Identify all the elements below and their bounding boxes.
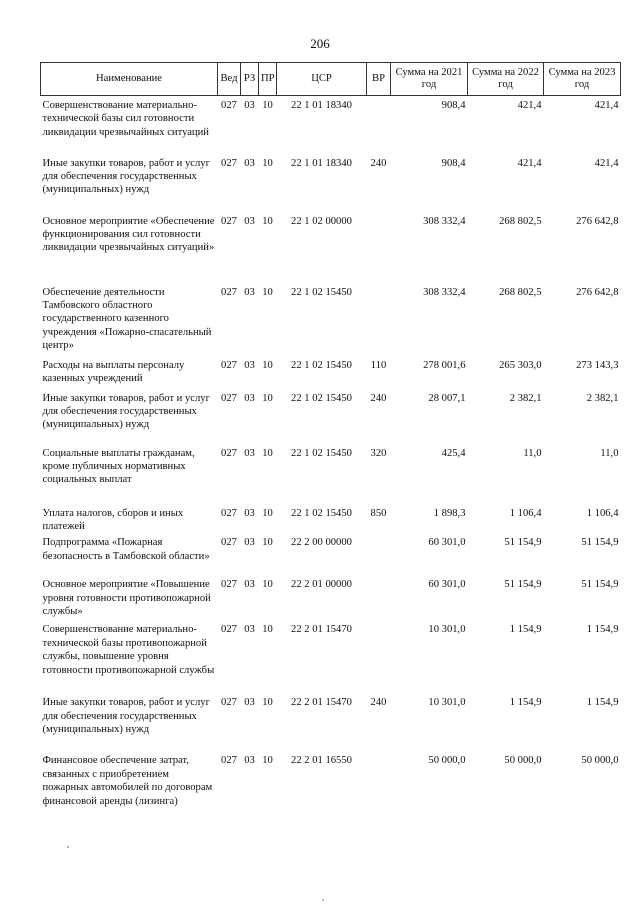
row-sum-2023: 51 154,9 bbox=[581, 537, 619, 549]
table-row bbox=[41, 504, 621, 534]
row-sum-2021: 425,4 bbox=[441, 447, 466, 459]
row-ved: 027 bbox=[221, 624, 237, 636]
row-name: Основное мероприятие «Обеспечение функционирования сил готовности ликвидации чрезвычайных ситуаций» bbox=[42, 215, 215, 254]
row-sum-2023: 2 382,1 bbox=[586, 392, 619, 404]
scan-dot bbox=[322, 899, 324, 901]
row-csr: 22 1 02 15450 bbox=[291, 392, 352, 404]
row-name: Расходы на выплаты персоналу казенных учреждений bbox=[42, 359, 185, 384]
row-vr bbox=[367, 751, 391, 827]
row-name: Совершенствование материально-технической базы сил готовности ликвидации чрезвычайных ситуаций bbox=[42, 100, 209, 138]
row-sum-2022: 1 154,9 bbox=[509, 624, 542, 636]
row-pr: 10 bbox=[262, 359, 273, 371]
row-rz: 03 bbox=[244, 537, 255, 549]
table-row bbox=[41, 751, 621, 827]
budget-table bbox=[40, 62, 621, 827]
row-sum-2023: 276 642,8 bbox=[576, 215, 619, 227]
row-vr: 850 bbox=[370, 507, 387, 519]
row-name: Основное мероприятие «Повышение уровня готовности противопожарной службы» bbox=[42, 579, 211, 618]
row-vr bbox=[367, 283, 391, 356]
row-pr: 10 bbox=[262, 157, 273, 169]
table-row bbox=[41, 154, 621, 212]
table-row bbox=[41, 212, 621, 283]
header-rz: РЗ bbox=[241, 63, 259, 96]
row-csr: 22 2 01 00000 bbox=[291, 579, 352, 591]
row-sum-2021: 10 301,0 bbox=[428, 624, 466, 636]
row-sum-2022: 51 154,9 bbox=[504, 537, 542, 549]
table-row bbox=[41, 283, 621, 356]
row-sum-2021: 278 001,6 bbox=[423, 359, 466, 371]
row-name: Финансовое обеспечение затрат, связанных с приобретением пожарных автомобилей по договорам финансовой аренды (лизинга) bbox=[42, 755, 213, 807]
row-vr: 110 bbox=[370, 359, 387, 371]
row-rz: 03 bbox=[244, 359, 255, 371]
row-vr bbox=[367, 212, 391, 283]
row-name: Уплата налогов, сборов и иных платежей bbox=[42, 507, 184, 532]
header-sum-2023: Сумма на 2023 год bbox=[544, 63, 621, 96]
row-name: Совершенствование материально-технической базы противопожарной службы, повышение уровня готовности противопожарной службы bbox=[42, 624, 215, 676]
row-pr: 10 bbox=[262, 579, 273, 591]
row-ved: 027 bbox=[221, 215, 237, 227]
table-row bbox=[41, 693, 621, 751]
row-csr: 22 2 01 15470 bbox=[291, 624, 352, 636]
row-csr: 22 1 01 18340 bbox=[291, 100, 352, 111]
row-sum-2021: 10 301,0 bbox=[428, 697, 466, 709]
row-name: Иные закупки товаров, работ и услуг для обеспечения государственных (муниципальных) нужд bbox=[42, 697, 210, 736]
row-sum-2021: 50 000,0 bbox=[428, 755, 466, 767]
table-row bbox=[41, 96, 621, 154]
row-vr bbox=[367, 96, 391, 154]
row-ved: 027 bbox=[221, 697, 237, 709]
row-rz: 03 bbox=[244, 392, 255, 404]
row-vr: 240 bbox=[370, 157, 387, 169]
row-sum-2023: 276 642,8 bbox=[576, 286, 619, 298]
row-name: Подпрограмма «Пожарная безопасность в Тамбовской области» bbox=[42, 537, 210, 562]
table-row bbox=[41, 533, 621, 575]
table-row bbox=[41, 444, 621, 504]
header-ved: Вед bbox=[218, 63, 241, 96]
row-vr bbox=[367, 575, 391, 620]
row-sum-2022: 421,4 bbox=[517, 100, 542, 111]
row-ved: 027 bbox=[221, 755, 237, 767]
row-rz: 03 bbox=[244, 447, 255, 459]
table-row bbox=[41, 575, 621, 620]
row-sum-2023: 51 154,9 bbox=[581, 579, 619, 591]
row-pr: 10 bbox=[262, 100, 273, 111]
row-sum-2022: 51 154,9 bbox=[504, 579, 542, 591]
row-ved: 027 bbox=[221, 286, 237, 298]
row-sum-2021: 60 301,0 bbox=[428, 537, 466, 549]
row-sum-2023: 50 000,0 bbox=[581, 755, 619, 767]
row-sum-2021: 308 332,4 bbox=[423, 215, 466, 227]
row-rz: 03 bbox=[244, 697, 255, 709]
row-pr: 10 bbox=[262, 286, 273, 298]
row-vr: 240 bbox=[370, 697, 387, 709]
row-csr: 22 2 01 16550 bbox=[291, 755, 352, 767]
row-vr bbox=[367, 620, 391, 693]
row-rz: 03 bbox=[244, 286, 255, 298]
row-ved: 027 bbox=[221, 579, 237, 591]
row-pr: 10 bbox=[262, 624, 273, 636]
row-name: Иные закупки товаров, работ и услуг для обеспечения государственных (муниципальных) нужд bbox=[42, 392, 210, 431]
row-pr: 10 bbox=[262, 507, 273, 519]
row-name: Социальные выплаты гражданам, кроме публичных нормативных социальных выплат bbox=[42, 447, 195, 486]
row-vr bbox=[367, 533, 391, 575]
row-name: Обеспечение деятельности Тамбовского областного государственного казенного учреждения «Пожарно-спасательный центр» bbox=[42, 286, 212, 352]
row-pr: 10 bbox=[262, 215, 273, 227]
table-row bbox=[41, 620, 621, 693]
row-sum-2023: 421,4 bbox=[594, 100, 619, 111]
row-sum-2023: 1 154,9 bbox=[586, 697, 619, 709]
row-rz: 03 bbox=[244, 755, 255, 767]
row-sum-2021: 1 898,3 bbox=[433, 507, 466, 519]
table-row bbox=[41, 389, 621, 444]
header-name: Наименование bbox=[41, 63, 218, 96]
page-number: 206 bbox=[310, 36, 330, 51]
row-rz: 03 bbox=[244, 624, 255, 636]
row-rz: 03 bbox=[244, 157, 255, 169]
row-sum-2022: 268 802,5 bbox=[499, 286, 542, 298]
row-name: Иные закупки товаров, работ и услуг для обеспечения государственных (муниципальных) нужд bbox=[42, 157, 210, 196]
row-sum-2022: 1 106,4 bbox=[509, 507, 542, 519]
row-ved: 027 bbox=[221, 537, 237, 549]
row-sum-2023: 273 143,3 bbox=[576, 359, 619, 371]
row-ved: 027 bbox=[221, 507, 237, 519]
row-sum-2021: 60 301,0 bbox=[428, 579, 466, 591]
row-rz: 03 bbox=[244, 507, 255, 519]
row-sum-2022: 2 382,1 bbox=[509, 392, 542, 404]
row-sum-2021: 308 332,4 bbox=[423, 286, 466, 298]
row-csr: 22 1 01 18340 bbox=[291, 157, 352, 169]
row-csr: 22 1 02 00000 bbox=[291, 215, 352, 227]
row-vr: 320 bbox=[370, 447, 387, 459]
row-vr: 240 bbox=[370, 392, 387, 404]
row-csr: 22 1 02 15450 bbox=[291, 447, 352, 459]
row-sum-2022: 421,4 bbox=[517, 157, 542, 169]
header-vr: ВР bbox=[367, 63, 391, 96]
row-ved: 027 bbox=[221, 100, 237, 111]
row-sum-2023: 11,0 bbox=[600, 447, 619, 459]
row-pr: 10 bbox=[262, 755, 273, 767]
row-sum-2023: 1 106,4 bbox=[586, 507, 619, 519]
row-rz: 03 bbox=[244, 579, 255, 591]
row-rz: 03 bbox=[244, 100, 255, 111]
row-csr: 22 1 02 15450 bbox=[291, 286, 352, 298]
row-sum-2021: 908,4 bbox=[441, 157, 466, 169]
row-ved: 027 bbox=[221, 447, 237, 459]
row-pr: 10 bbox=[262, 447, 273, 459]
row-sum-2022: 268 802,5 bbox=[499, 215, 542, 227]
row-csr: 22 1 02 15450 bbox=[291, 359, 352, 371]
header-csr: ЦСР bbox=[277, 63, 367, 96]
header-sum-2021: Сумма на 2021 год bbox=[391, 63, 468, 96]
row-ved: 027 bbox=[221, 157, 237, 169]
row-csr: 22 2 00 00000 bbox=[291, 537, 352, 549]
row-ved: 027 bbox=[221, 392, 237, 404]
row-sum-2022: 1 154,9 bbox=[509, 697, 542, 709]
row-csr: 22 2 01 15470 bbox=[291, 697, 352, 709]
row-pr: 10 bbox=[262, 537, 273, 549]
row-rz: 03 bbox=[244, 215, 255, 227]
row-pr: 10 bbox=[262, 697, 273, 709]
row-sum-2022: 265 303,0 bbox=[499, 359, 542, 371]
row-sum-2023: 421,4 bbox=[594, 157, 619, 169]
row-sum-2023: 1 154,9 bbox=[586, 624, 619, 636]
row-csr: 22 1 02 15450 bbox=[291, 507, 352, 519]
table-header-row bbox=[41, 63, 621, 96]
row-pr: 10 bbox=[262, 392, 273, 404]
scan-dot bbox=[67, 846, 69, 848]
header-pr: ПР bbox=[259, 63, 277, 96]
table-row bbox=[41, 356, 621, 389]
row-sum-2021: 28 007,1 bbox=[428, 392, 466, 404]
row-ved: 027 bbox=[221, 359, 237, 371]
row-sum-2022: 11,0 bbox=[523, 447, 542, 459]
row-sum-2021: 908,4 bbox=[441, 100, 466, 111]
row-sum-2022: 50 000,0 bbox=[504, 755, 542, 767]
header-sum-2022: Сумма на 2022 год bbox=[468, 63, 544, 96]
